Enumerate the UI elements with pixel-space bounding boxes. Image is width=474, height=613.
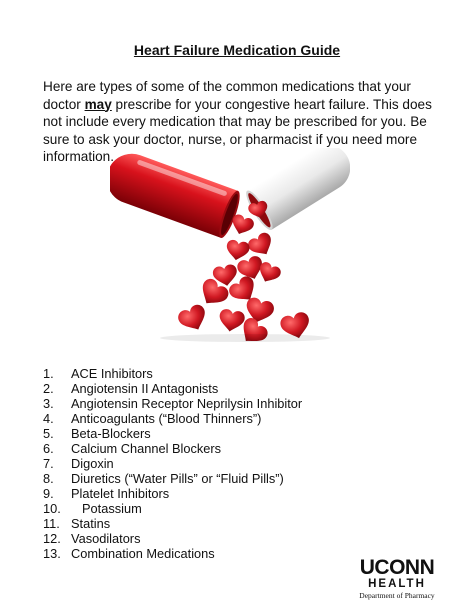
list-item bbox=[43, 471, 302, 486]
list-item-number: 5. bbox=[43, 426, 54, 441]
list-item bbox=[43, 501, 302, 516]
list-item-text: ACE Inhibitors bbox=[71, 366, 153, 381]
list-item bbox=[43, 366, 302, 381]
list-item-text: Digoxin bbox=[71, 456, 114, 471]
list-item bbox=[43, 426, 302, 441]
list-item-number: 4. bbox=[43, 411, 54, 426]
list-item-text: Diuretics (“Water Pills” or “Fluid Pills”) bbox=[71, 471, 284, 486]
list-item-number: 6. bbox=[43, 441, 54, 456]
list-item-number: 12. bbox=[43, 531, 61, 546]
intro-emphasis: may bbox=[84, 96, 112, 112]
list-item-number: 10. bbox=[43, 501, 61, 516]
list-item bbox=[43, 516, 302, 531]
page-title: Heart Failure Medication Guide bbox=[133, 42, 341, 58]
list-item-text: Angiotensin II Antagonists bbox=[71, 381, 219, 396]
list-item bbox=[43, 456, 302, 471]
list-item-text: Angiotensin Receptor Neprilysin Inhibitor bbox=[71, 396, 303, 411]
list-item-number: 13. bbox=[43, 546, 61, 561]
list-item bbox=[43, 441, 302, 456]
list-item-number: 2. bbox=[43, 381, 54, 396]
list-item-number: 3. bbox=[43, 396, 54, 411]
list-item bbox=[43, 396, 302, 411]
list-item-number: 8. bbox=[43, 471, 54, 486]
list-item-text: Calcium Channel Blockers bbox=[71, 441, 222, 456]
list-item bbox=[43, 546, 302, 561]
list-item bbox=[43, 411, 302, 426]
logo-wordmark: UCONN bbox=[359, 556, 435, 579]
list-item-text: Platelet Inhibitors bbox=[71, 486, 170, 501]
logo-department: Department of Pharmacy bbox=[359, 591, 435, 600]
list-item bbox=[43, 531, 302, 546]
uconn-health-logo bbox=[357, 558, 437, 600]
list-item-text: Statins bbox=[71, 516, 111, 531]
list-item-text: Anticoagulants (“Blood Thinners”) bbox=[71, 411, 262, 426]
list-item-number: 9. bbox=[43, 486, 54, 501]
list-item-text: Vasodilators bbox=[71, 531, 141, 546]
medication-list bbox=[43, 366, 302, 561]
capsule-with-hearts-icon bbox=[110, 148, 350, 343]
list-item-text: Combination Medications bbox=[71, 546, 215, 561]
list-item-number: 7. bbox=[43, 456, 54, 471]
list-item-number: 1. bbox=[43, 366, 54, 381]
intro-text-start: Here are types of some of the common medications that your doctor bbox=[43, 79, 411, 112]
list-item-text: Beta-Blockers bbox=[71, 426, 151, 441]
list-item bbox=[43, 381, 302, 396]
list-item bbox=[43, 486, 302, 501]
logo-subtitle: HEALTH bbox=[368, 578, 426, 590]
list-item-text: Potassium bbox=[82, 501, 142, 516]
intro-text-end: prescribe for your congestive heart failure. This does not include every medication that may be prescribed for you. Be sure to ask your doctor, nurse, or pharmacist if you need more information. bbox=[43, 96, 432, 164]
list-item-number: 11. bbox=[43, 516, 60, 531]
